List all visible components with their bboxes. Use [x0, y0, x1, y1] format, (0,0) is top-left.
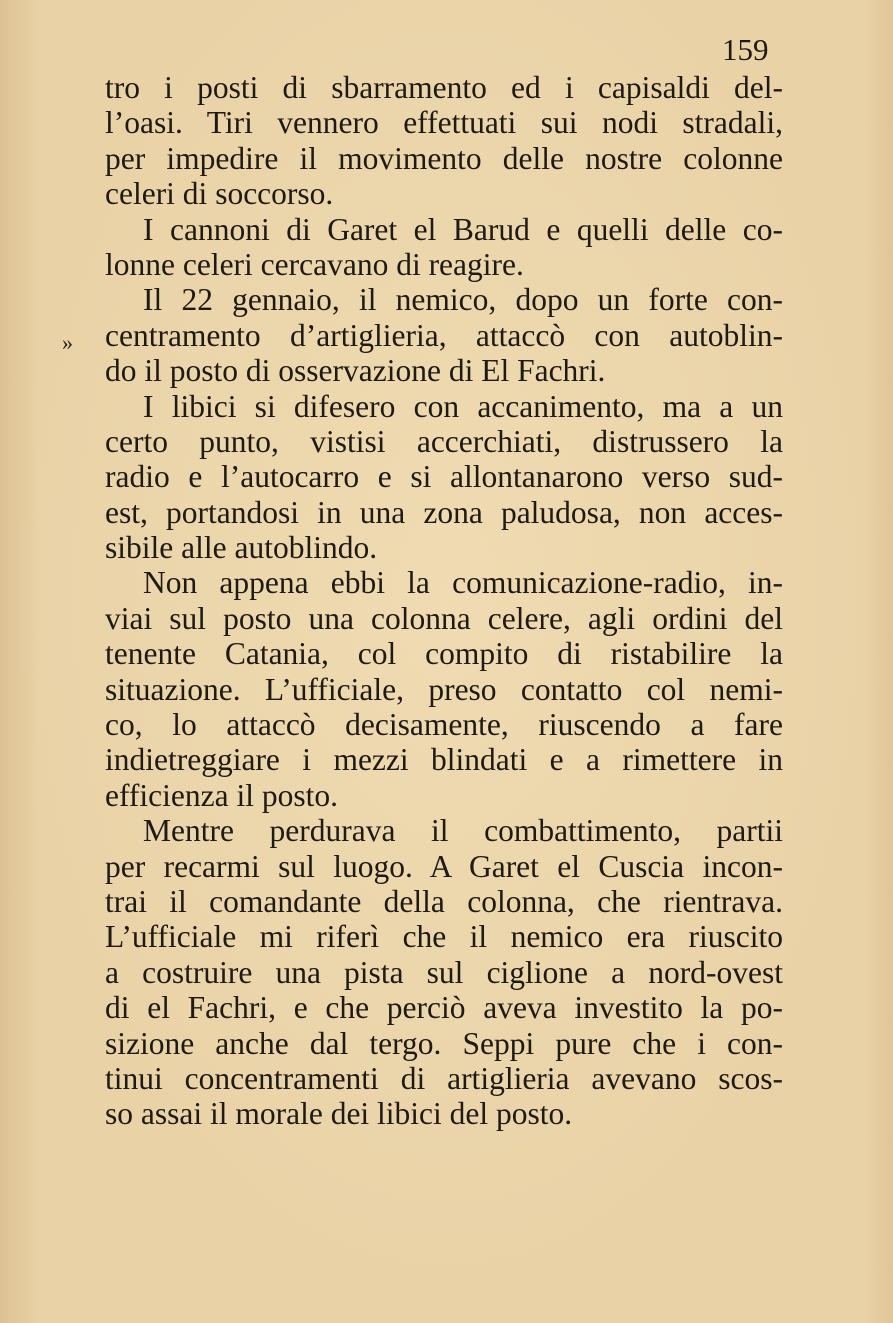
text-line: sizione anche dal tergo. Seppi pure che i con-: [105, 1025, 783, 1061]
text-line: di el Fachri, e che perciò aveva investito la po-: [105, 990, 783, 1026]
text-line: tinui concentramenti di artiglieria avevano scos-: [105, 1060, 783, 1096]
text-line: celeri di soccorso.: [105, 176, 334, 212]
text-line: centramento d’artiglieria, attaccò con autoblin-: [105, 317, 783, 353]
text-line: L’ufficiale mi riferì che il nemico era riuscito: [105, 919, 783, 955]
text-line: l’oasi. Tiri vennero effettuati sui nodi stradali,: [105, 105, 783, 141]
text-line: indietreggiare i mezzi blindati e a rimettere in: [105, 742, 783, 778]
text-line: certo punto, vistisi accerchiati, distrussero la: [105, 423, 783, 459]
margin-mark: »: [62, 330, 73, 355]
text-line: sibile alle autoblindo.: [105, 530, 378, 566]
text-line: Il 22 gennaio, il nemico, dopo un forte con-: [143, 282, 783, 318]
text-line: per impedire il movimento delle nostre colonne: [105, 140, 783, 176]
page-number: 159: [722, 32, 769, 67]
text-line: do il posto di osservazione di El Fachri.: [105, 353, 606, 389]
text-line: tenente Catania, col compito di ristabilire la: [105, 636, 783, 672]
body-text: [105, 70, 783, 1132]
text-line: tro i posti di sbarramento ed i capisaldi del-: [105, 70, 783, 105]
text-line: viai sul posto una colonna celere, agli ordini del: [105, 600, 783, 636]
text-line: co, lo attaccò decisamente, riuscendo a fare: [105, 707, 783, 743]
text-line: radio e l’autocarro e si allontanarono verso sud-: [105, 459, 783, 495]
text-line: Non appena ebbi la comunicazione-radio, in-: [143, 565, 783, 601]
text-line: trai il comandante della colonna, che rientrava.: [105, 883, 783, 919]
text-line: per recarmi sul luogo. A Garet el Cuscia incon-: [105, 848, 783, 884]
text-line: lonne celeri cercavano di reagire.: [105, 246, 524, 282]
text-line: I libici si difesero con accanimento, ma a un: [143, 388, 783, 424]
text-line: so assai il morale dei libici del posto.: [105, 1096, 573, 1132]
text-line: a costruire una pista sul ciglione a nord-ovest: [105, 954, 783, 990]
text-line: I cannoni di Garet el Barud e quelli delle co-: [143, 211, 783, 247]
text-line: situazione. L’ufficiale, preso contatto col nemi-: [105, 671, 783, 707]
text-line: efficienza il posto.: [105, 777, 338, 813]
text-line: Mentre perdurava il combattimento, partii: [143, 813, 783, 849]
text-line: est, portandosi in una zona paludosa, non acces-: [105, 494, 783, 530]
